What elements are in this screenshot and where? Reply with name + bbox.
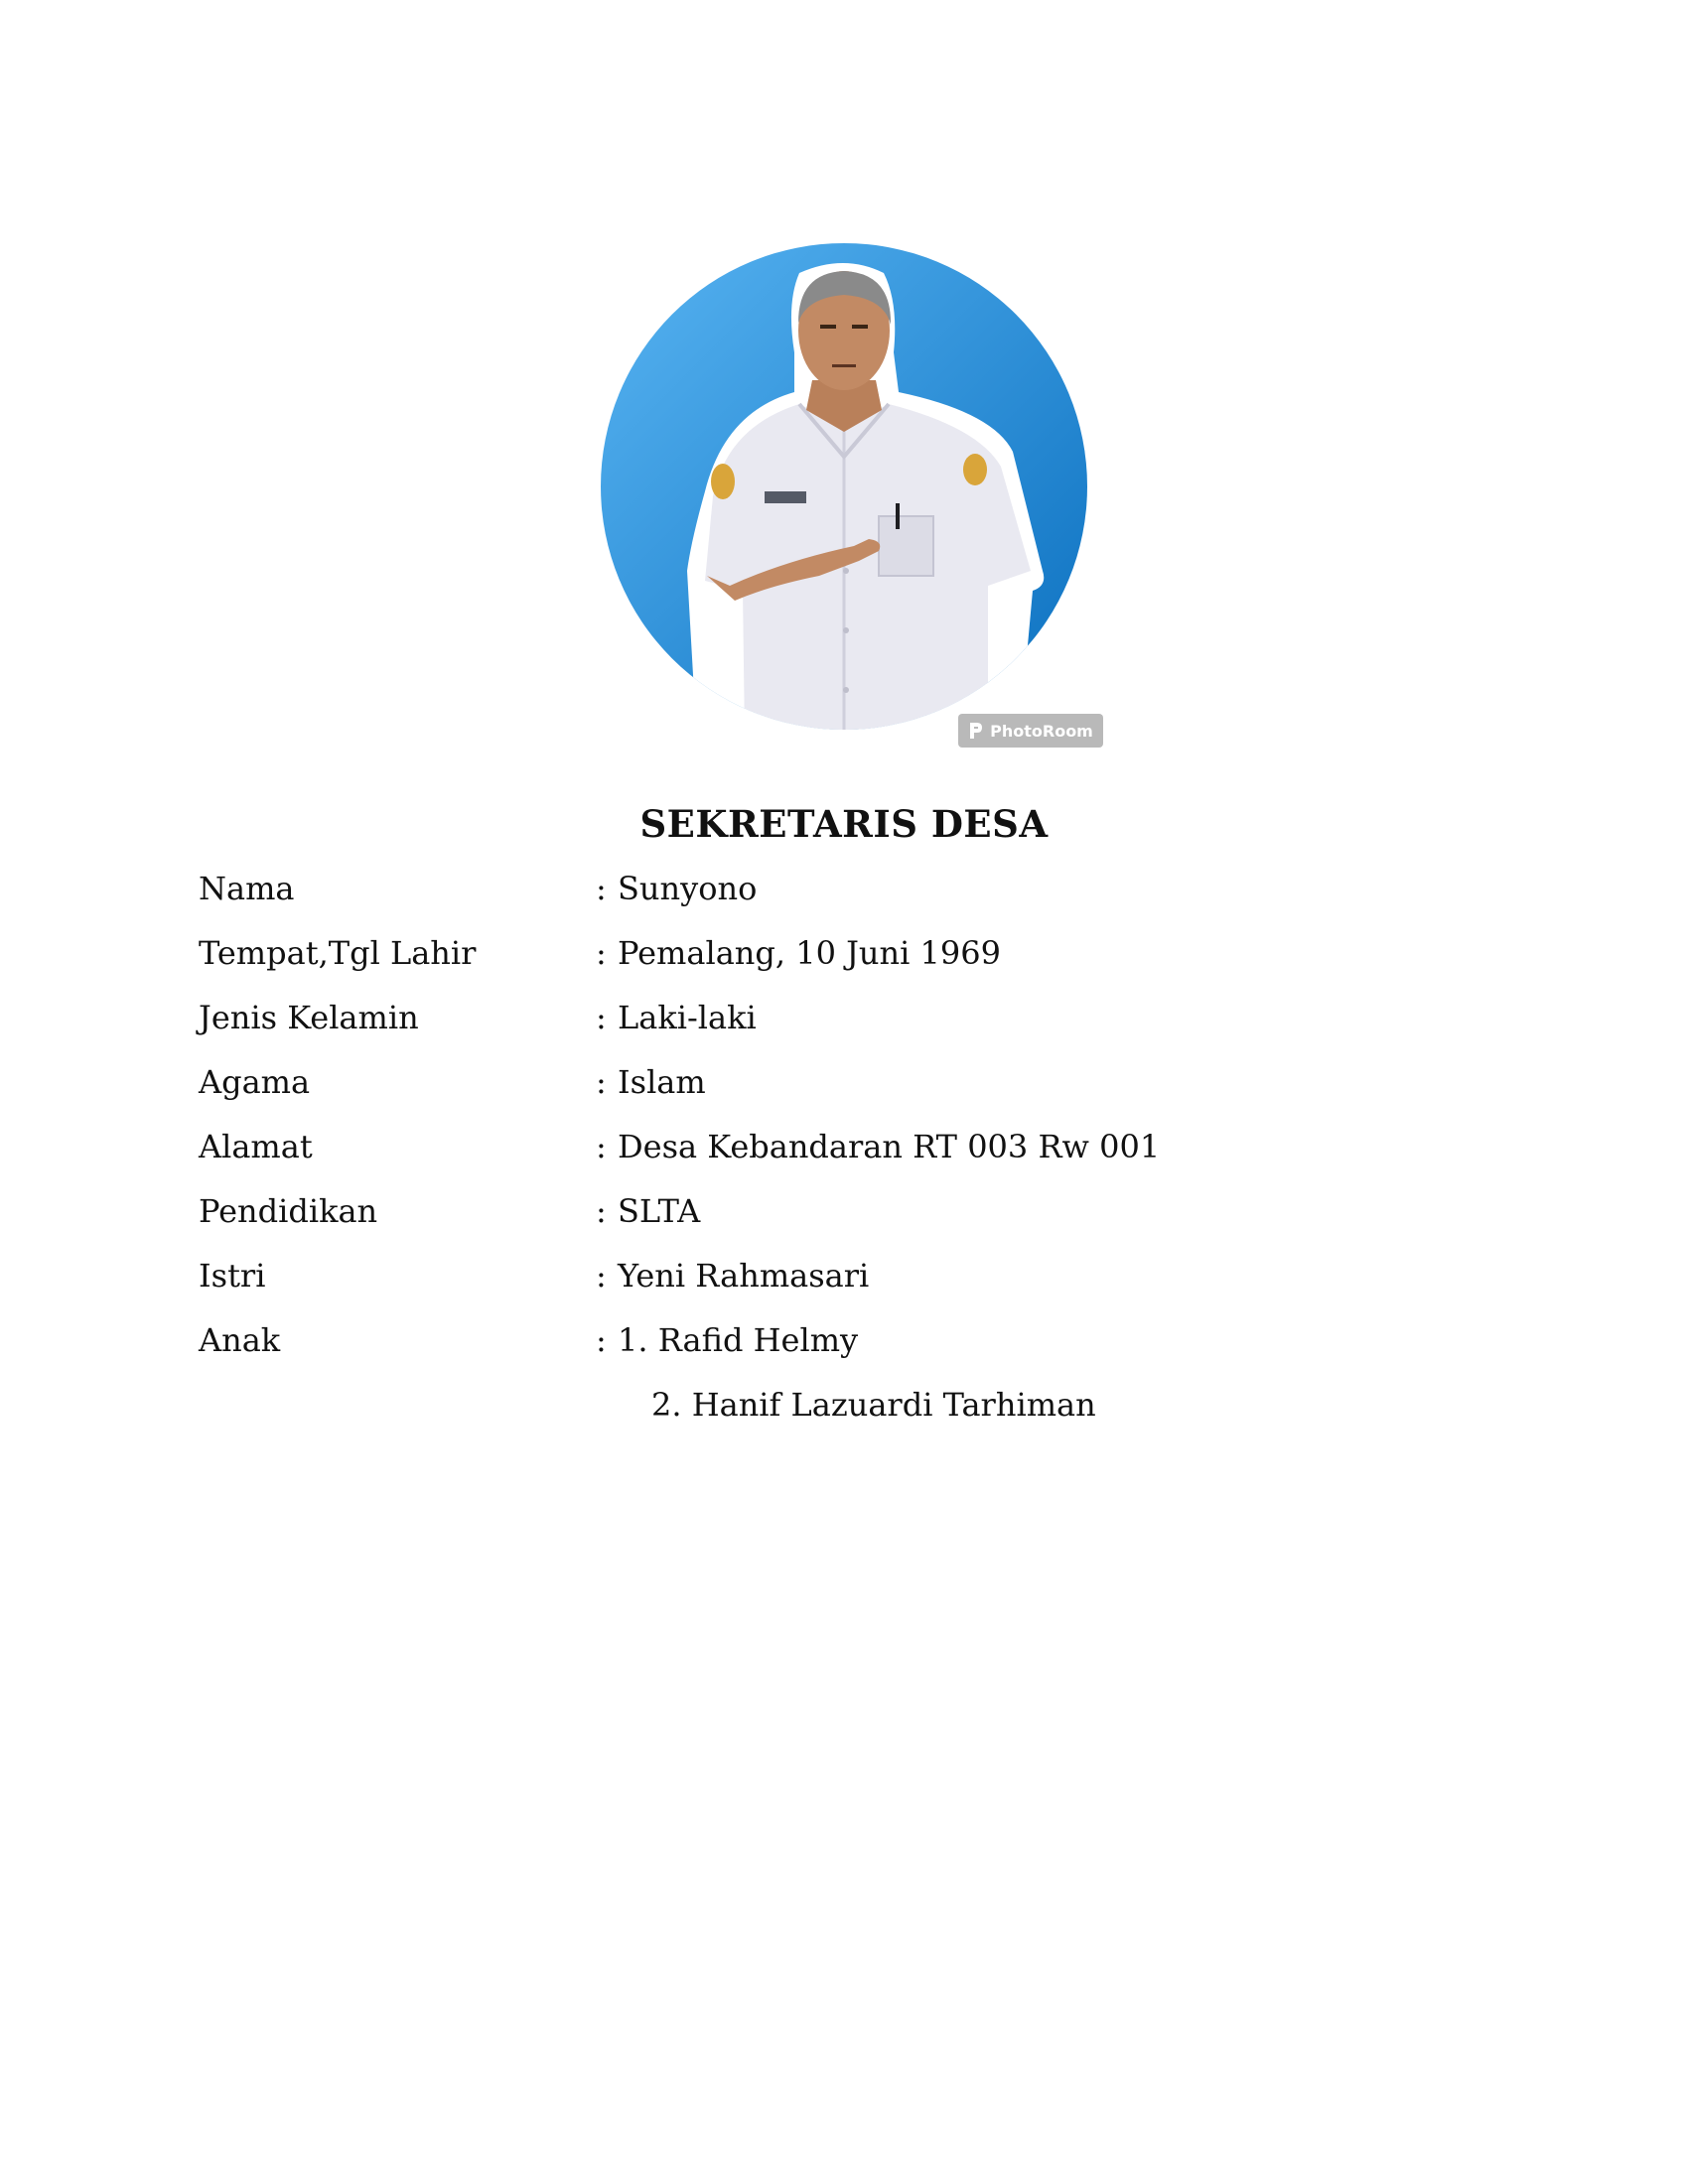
field-value: Islam (618, 1063, 706, 1101)
field-separator: : (596, 1257, 607, 1295)
field-separator: : (596, 1321, 607, 1359)
field-row-jenis-kelamin (199, 999, 1489, 1063)
field-separator: : (596, 934, 607, 972)
field-label: Anak (199, 1321, 281, 1359)
child-item: 2. Hanif Lazuardi Tarhiman (651, 1386, 1096, 1424)
field-row-nama (199, 870, 1489, 934)
children-list (618, 1321, 1489, 1450)
field-separator: : (596, 1192, 607, 1230)
field-separator: : (596, 999, 607, 1036)
photoroom-watermark (958, 714, 1103, 748)
profile-photo-graphic (596, 243, 1092, 740)
field-value: SLTA (618, 1192, 701, 1230)
field-row-pendidikan (199, 1192, 1489, 1257)
field-label: Pendidikan (199, 1192, 378, 1230)
field-label: Agama (199, 1063, 311, 1101)
field-value: Pemalang, 10 Juni 1969 (618, 934, 1001, 972)
field-separator: : (596, 1128, 607, 1165)
profile-photo (596, 243, 1092, 740)
field-label: Tempat,Tgl Lahir (199, 934, 477, 972)
field-separator: : (596, 870, 607, 907)
field-row-anak (199, 1321, 1489, 1450)
field-row-alamat (199, 1128, 1489, 1192)
field-row-tempat-tgl-lahir (199, 934, 1489, 999)
biodata-list (199, 870, 1489, 1450)
field-label: Alamat (199, 1128, 313, 1165)
field-value: Sunyono (618, 870, 758, 907)
field-row-agama (199, 1063, 1489, 1128)
field-value: Yeni Rahmasari (618, 1257, 870, 1295)
position-title: SEKRETARIS DESA (639, 802, 1049, 846)
field-row-istri (199, 1257, 1489, 1321)
field-label: Istri (199, 1257, 266, 1295)
field-label: Nama (199, 870, 295, 907)
child-item: 1. Rafid Helmy (618, 1321, 859, 1359)
photoroom-logo-icon (968, 722, 984, 740)
field-label: Jenis Kelamin (199, 999, 419, 1036)
photoroom-watermark-text: PhotoRoom (990, 721, 1093, 741)
field-value: Desa Kebandaran RT 003 Rw 001 (618, 1128, 1161, 1165)
field-value: Laki-laki (618, 999, 757, 1036)
field-separator: : (596, 1063, 607, 1101)
